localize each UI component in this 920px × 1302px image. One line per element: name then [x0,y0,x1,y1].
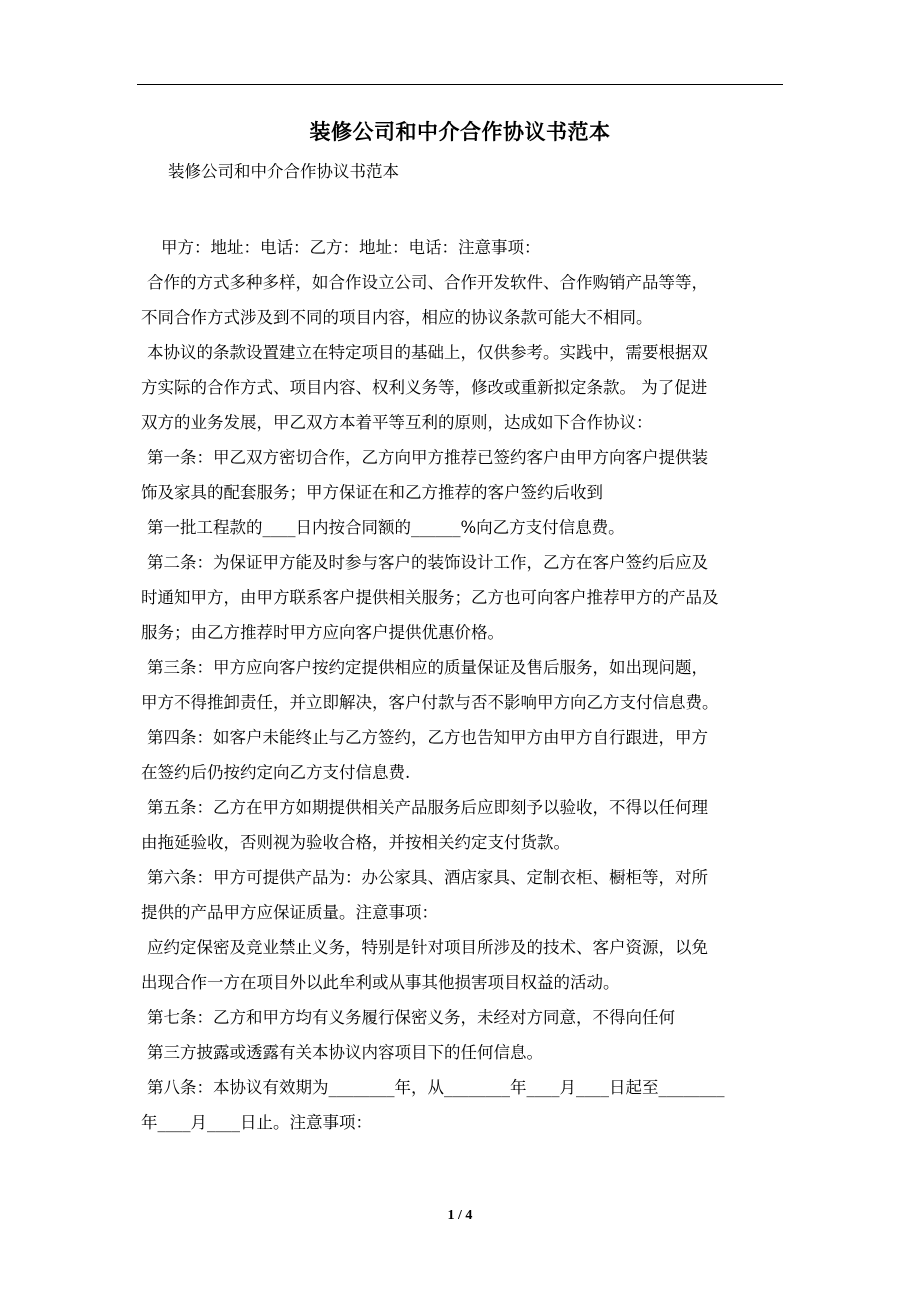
paragraph-line: 双方的业务发展，甲乙双方本着平等互利的原则，达成如下合作协议： [141,413,653,432]
paragraph-line: 应约定保密及竞业禁止义务，特别是针对项目所涉及的技术、客户资源，以免 [147,938,708,957]
paragraph-line: 年____月____日止。注意事项： [141,1113,372,1132]
paragraph-line: 第三条：甲方应向客户按约定提供相应的质量保证及售后服务，如出现问题， [147,658,708,677]
paragraph-line: 第三方披露或透露有关本协议内容项目下的任何信息。 [147,1043,543,1062]
paragraph-line: 提供的产品甲方应保证质量。注意事项： [141,903,438,922]
paragraph-line: 不同合作方式涉及到不同的项目内容，相应的协议条款可能大不相同。 [141,308,653,327]
header-rule [137,84,783,85]
document-subtitle: 装修公司和中介合作协议书范本 [168,162,399,181]
paragraph-line: 第二条：为保证甲方能及时参与客户的装饰设计工作，乙方在客户签约后应及 [147,553,708,572]
paragraph-line: 由拖延验收，否则视为验收合格，并按相关约定支付货款。 [141,833,570,852]
paragraph-line: 第一批工程款的____日内按合同额的______%向乙方支付信息费。 [147,518,625,537]
paragraph-line: 第五条：乙方在甲方如期提供相关产品服务后应即刻予以验收，不得以任何理 [147,798,708,817]
page-number: 1 / 4 [447,1208,473,1223]
paragraph-line: 第七条：乙方和甲方均有义务履行保密义务，未经对方同意，不得向任何 [147,1008,675,1027]
paragraph-line: 合作的方式多种多样，如合作设立公司、合作开发软件、合作购销产品等等， [147,273,708,292]
paragraph-line: 甲方：地址：电话：乙方：地址：电话：注意事项： [161,238,541,257]
paragraph-line: 第四条：如客户未能终止与乙方签约，乙方也告知甲方由甲方自行跟进，甲方 [147,728,708,747]
document-body [141,230,787,1140]
paragraph-line: 在签约后仍按约定向乙方支付信息费. [141,763,411,782]
paragraph-line: 服务；由乙方推荐时甲方应向客户提供优惠价格。 [141,623,504,642]
paragraph-line: 本协议的条款设置建立在特定项目的基础上，仅供参考。实践中，需要根据双 [147,343,708,362]
paragraph-line: 第六条：甲方可提供产品为：办公家具、酒店家具、定制衣柜、橱柜等，对所 [147,868,708,887]
paragraph-line: 方实际的合作方式、项目内容、权利义务等，修改或重新拟定条款。 为了促进 [141,378,708,397]
paragraph-line: 饰及家具的配套服务；甲方保证在和乙方推荐的客户签约后收到 [141,483,603,502]
paragraph-line: 甲方不得推卸责任，并立即解决，客户付款与否不影响甲方向乙方支付信息费。 [141,693,719,712]
paragraph-line: 第一条：甲乙双方密切合作，乙方向甲方推荐已签约客户由甲方向客户提供装 [147,448,708,467]
paragraph-line: 时通知甲方，由甲方联系客户提供相关服务；乙方也可向客户推荐甲方的产品及 [141,588,719,607]
document-title: 装修公司和中介合作协议书范本 [309,119,611,144]
paragraph-line: 第八条：本协议有效期为________年，从________年____月____日起至________ [147,1078,725,1097]
paragraph-line: 出现合作一方在项目外以此牟利或从事其他损害项目权益的活动。 [141,973,620,992]
